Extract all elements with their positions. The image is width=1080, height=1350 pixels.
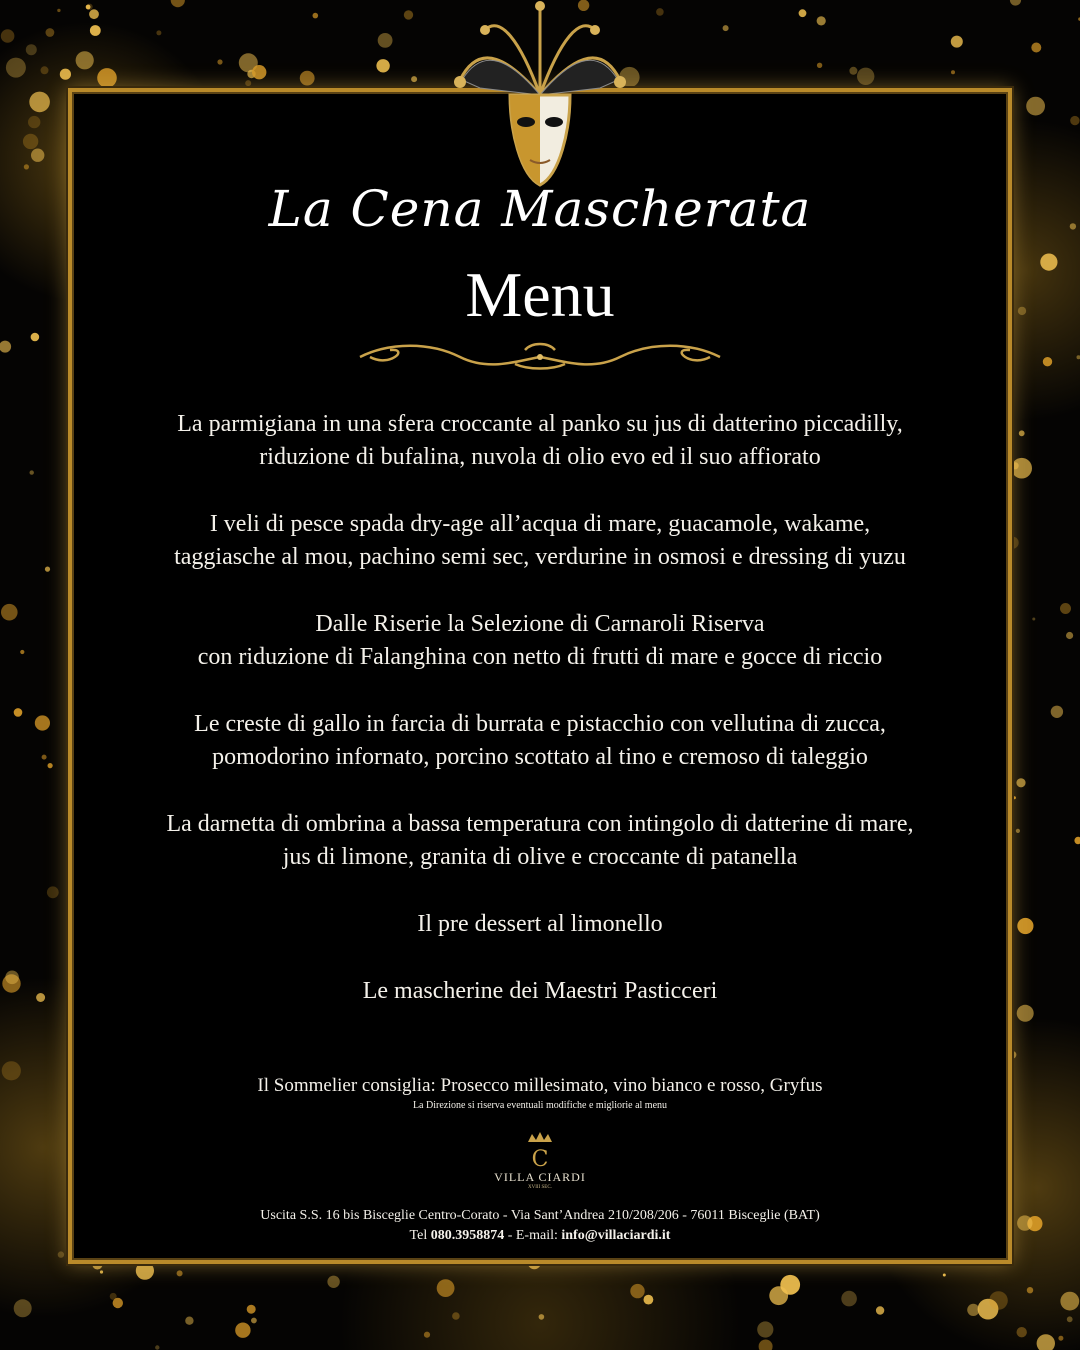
villa-ciardi-logo (490, 1130, 590, 1210)
course-7 (150, 975, 930, 1008)
email-label: - E-mail: (507, 1228, 558, 1243)
course-list (150, 408, 930, 1042)
course-6 (150, 908, 930, 941)
course-3-line-1: Dalle Riserie la Selezione di Carnaroli Riserva (315, 611, 765, 637)
disclaimer: La Direzione si riserva eventuali modifiche e migliorie al menu (412, 1100, 668, 1111)
course-2-line-2: taggiasche al mou, pachino semi sec, verdurine in osmosi e dressing di yuzu (174, 544, 906, 570)
course-4-line-1: Le creste di gallo in farcia di burrata e pistacchio con vellutina di zucca, (194, 711, 886, 737)
course-1-line-2: riduzione di bufalina, nuvola di olio evo ed il suo affiorato (259, 444, 821, 470)
svg-text:C: C (531, 1147, 549, 1170)
logo-name: VILLA CIARDI (494, 1170, 586, 1184)
logo-subtitle: XVIII SEC. (528, 1185, 552, 1190)
phone-number[interactable]: 080.3958874 (430, 1228, 505, 1243)
course-1-line-1: La parmigiana in una sfera croccante al panko su jus di datterino piccadilly, (177, 411, 903, 437)
course-5 (150, 808, 930, 874)
course-2-line-1: I veli di pesce spada dry-age all’acqua di mare, guacamole, wakame, (209, 511, 871, 537)
course-5-line-1: La darnetta di ombrina a bassa temperatura con intingolo di datterine di mare, (166, 811, 914, 837)
course-3-line-2: con riduzione di Falanghina con netto di frutti di mare e gocce di riccio (197, 644, 883, 670)
ornament-divider-icon (350, 340, 730, 374)
course-7-line-1: Le mascherine dei Maestri Pasticceri (362, 978, 718, 1004)
course-1 (150, 408, 930, 474)
tel-label: Tel (409, 1228, 428, 1243)
address: Uscita S.S. 16 bis Bisceglie Centro-Corato - Via Sant’Andrea 210/208/206 - 76011 Bisceglie (BAT) (260, 1208, 820, 1223)
crown-monogram-icon (490, 1130, 590, 1170)
event-title: La Cena Mascherata (268, 180, 812, 238)
venetian-mask-icon (440, 0, 640, 190)
contact-line (0, 1228, 1080, 1244)
course-6-line-1: Il pre dessert al limonello (417, 911, 663, 937)
menu-heading: Menu (465, 259, 615, 330)
course-4-line-2: pomodorino infornato, porcino scottato al tino e cremoso di taleggio (212, 744, 868, 770)
course-3 (150, 608, 930, 674)
course-2 (150, 508, 930, 574)
course-4 (150, 708, 930, 774)
email-address[interactable]: info@villaciardi.it (561, 1228, 671, 1243)
sommelier-note: Il Sommelier consiglia: Prosecco millesimato, vino bianco e rosso, Gryfus (257, 1075, 823, 1096)
course-5-line-2: jus di limone, granita di olive e croccante di patanella (282, 844, 798, 870)
